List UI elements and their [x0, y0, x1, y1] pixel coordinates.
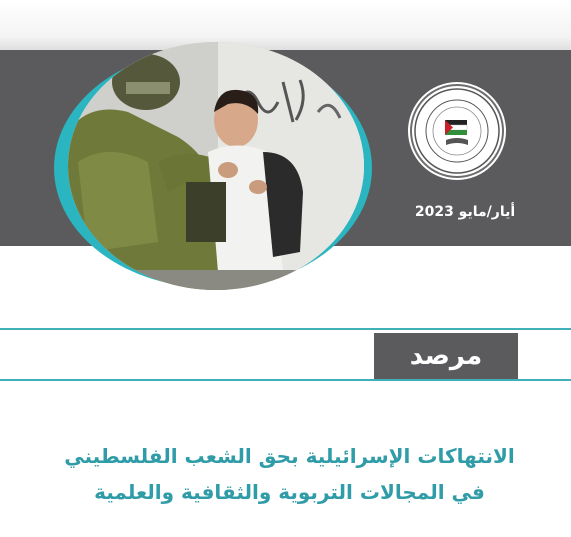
- cover-photo: [68, 42, 364, 290]
- report-title-line-1: الانتهاكات الإسرائيلية بحق الشعب الفلسطيني: [64, 444, 515, 468]
- report-title-line-2: في المجالات التربوية والثقافية والعلمية: [94, 480, 485, 504]
- report-label: مرصد: [409, 341, 483, 371]
- divider-bottom: [0, 379, 571, 381]
- logo-emblem-icon: [412, 86, 502, 176]
- divider-top: [0, 328, 571, 330]
- cover-photo-illustration: [68, 42, 364, 290]
- top-gradient: [0, 0, 571, 52]
- organization-logo: [412, 86, 502, 176]
- report-date: أيار/مايو 2023: [414, 204, 516, 220]
